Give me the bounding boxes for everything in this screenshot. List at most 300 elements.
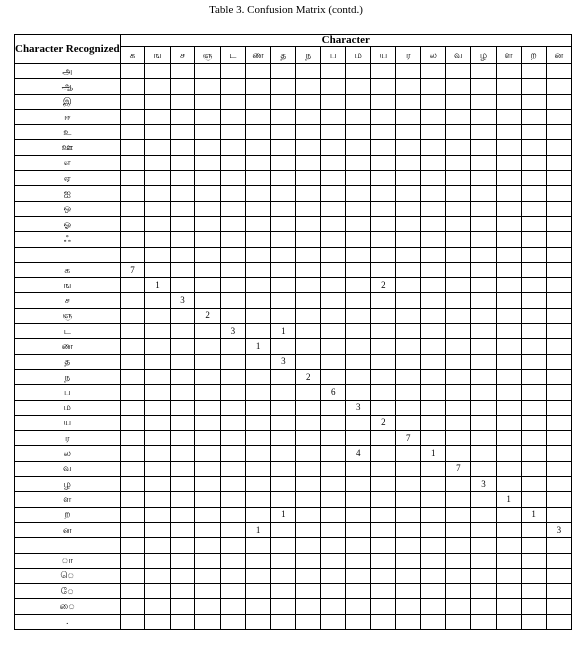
matrix-cell: [145, 461, 170, 476]
matrix-cell: [321, 232, 346, 247]
matrix-cell: [396, 201, 421, 216]
table-row: [15, 155, 572, 170]
row-label: ன: [15, 522, 121, 537]
table-row: [15, 553, 572, 568]
matrix-cell: [145, 94, 170, 109]
matrix-cell: [145, 400, 170, 415]
row-label: ர: [15, 431, 121, 446]
matrix-cell: [321, 354, 346, 369]
matrix-cell: [421, 431, 446, 446]
matrix-cell: [145, 538, 170, 553]
matrix-cell: [346, 522, 371, 537]
matrix-cell: [195, 79, 220, 94]
matrix-cell: [120, 125, 145, 140]
column-label: ர: [396, 47, 421, 64]
matrix-cell: [145, 186, 170, 201]
matrix-cell: 2: [371, 415, 396, 430]
matrix-cell: [346, 247, 371, 262]
matrix-cell: [220, 109, 245, 124]
table-row: [15, 324, 572, 339]
matrix-cell: [271, 492, 296, 507]
matrix-cell: [496, 431, 521, 446]
row-label: ஊ: [15, 140, 121, 155]
column-label: ந: [296, 47, 321, 64]
matrix-cell: [296, 109, 321, 124]
matrix-cell: [371, 94, 396, 109]
matrix-cell: [296, 125, 321, 140]
matrix-cell: [521, 171, 546, 186]
row-label: ஞ: [15, 308, 121, 323]
column-label: ட: [220, 47, 245, 64]
matrix-cell: [220, 477, 245, 492]
matrix-cell: [321, 431, 346, 446]
matrix-cell: [296, 262, 321, 277]
matrix-cell: [471, 538, 496, 553]
matrix-cell: [321, 186, 346, 201]
matrix-cell: [145, 492, 170, 507]
matrix-cell: [120, 308, 145, 323]
matrix-cell: [170, 201, 195, 216]
matrix-cell: [245, 415, 271, 430]
matrix-cell: [220, 446, 245, 461]
row-label: ஆ: [15, 79, 121, 94]
matrix-cell: [471, 354, 496, 369]
matrix-cell: [296, 431, 321, 446]
matrix-cell: [521, 568, 546, 583]
matrix-cell: [120, 216, 145, 231]
matrix-cell: [496, 507, 521, 522]
matrix-cell: [421, 522, 446, 537]
row-label: அ: [15, 64, 121, 79]
matrix-cell: [471, 400, 496, 415]
matrix-cell: [296, 247, 321, 262]
matrix-cell: [346, 201, 371, 216]
matrix-cell: [170, 339, 195, 354]
matrix-cell: [496, 171, 521, 186]
matrix-cell: [321, 599, 346, 614]
matrix-cell: [471, 599, 496, 614]
matrix-cell: [220, 94, 245, 109]
matrix-cell: [546, 568, 571, 583]
matrix-cell: [321, 278, 346, 293]
matrix-cell: [195, 155, 220, 170]
matrix-cell: [145, 64, 170, 79]
matrix-cell: [245, 385, 271, 400]
table-row: [15, 431, 572, 446]
matrix-cell: [195, 568, 220, 583]
matrix-cell: [371, 201, 396, 216]
matrix-cell: [471, 568, 496, 583]
matrix-cell: [271, 385, 296, 400]
matrix-cell: [245, 232, 271, 247]
matrix-cell: [421, 125, 446, 140]
table-row: [15, 171, 572, 186]
matrix-cell: [296, 339, 321, 354]
matrix-cell: [296, 186, 321, 201]
matrix-cell: [195, 385, 220, 400]
table-row: [15, 339, 572, 354]
matrix-cell: [371, 400, 396, 415]
matrix-cell: [170, 308, 195, 323]
matrix-cell: [446, 216, 471, 231]
matrix-cell: [220, 339, 245, 354]
matrix-cell: [521, 232, 546, 247]
matrix-cell: [371, 446, 396, 461]
matrix-cell: [346, 186, 371, 201]
matrix-cell: [321, 522, 346, 537]
matrix-cell: [245, 568, 271, 583]
matrix-cell: [321, 247, 346, 262]
matrix-cell: [396, 155, 421, 170]
matrix-cell: [471, 79, 496, 94]
matrix-cell: [421, 247, 446, 262]
matrix-cell: [396, 64, 421, 79]
matrix-cell: [296, 599, 321, 614]
column-label: ன: [546, 47, 571, 64]
matrix-cell: [396, 400, 421, 415]
matrix-cell: [421, 477, 446, 492]
matrix-cell: 7: [120, 262, 145, 277]
matrix-cell: [296, 308, 321, 323]
matrix-cell: [271, 278, 296, 293]
matrix-cell: [396, 140, 421, 155]
matrix-cell: [546, 553, 571, 568]
matrix-cell: [195, 232, 220, 247]
matrix-cell: [371, 262, 396, 277]
table-row: [15, 522, 572, 537]
matrix-cell: [120, 140, 145, 155]
matrix-cell: [496, 568, 521, 583]
row-label: ஏ: [15, 171, 121, 186]
matrix-cell: [220, 79, 245, 94]
matrix-cell: [220, 568, 245, 583]
matrix-cell: [346, 461, 371, 476]
matrix-cell: [446, 308, 471, 323]
matrix-cell: [496, 446, 521, 461]
matrix-cell: [546, 492, 571, 507]
matrix-cell: [371, 614, 396, 629]
matrix-cell: [446, 79, 471, 94]
matrix-cell: [371, 247, 396, 262]
matrix-cell: [145, 140, 170, 155]
matrix-cell: [170, 94, 195, 109]
matrix-cell: [245, 186, 271, 201]
matrix-cell: [271, 262, 296, 277]
matrix-cell: [321, 64, 346, 79]
matrix-cell: [245, 369, 271, 384]
matrix-cell: [446, 614, 471, 629]
confusion-matrix-table: [14, 34, 572, 630]
table-row: [15, 584, 572, 599]
matrix-cell: [120, 385, 145, 400]
column-label: ய: [371, 47, 396, 64]
matrix-cell: [446, 171, 471, 186]
matrix-cell: [496, 201, 521, 216]
matrix-cell: [145, 171, 170, 186]
matrix-cell: [446, 599, 471, 614]
matrix-cell: [346, 538, 371, 553]
matrix-cell: [145, 232, 170, 247]
matrix-cell: [245, 247, 271, 262]
matrix-cell: [120, 247, 145, 262]
matrix-cell: [296, 354, 321, 369]
matrix-cell: [446, 155, 471, 170]
matrix-cell: [446, 232, 471, 247]
matrix-cell: [271, 400, 296, 415]
matrix-cell: [195, 247, 220, 262]
matrix-cell: [296, 64, 321, 79]
matrix-cell: [521, 584, 546, 599]
matrix-cell: [546, 140, 571, 155]
matrix-cell: [245, 155, 271, 170]
matrix-cell: [145, 201, 170, 216]
row-label: ண: [15, 339, 121, 354]
matrix-cell: [521, 614, 546, 629]
matrix-cell: [396, 79, 421, 94]
matrix-cell: [496, 415, 521, 430]
matrix-cell: [120, 324, 145, 339]
matrix-cell: [195, 94, 220, 109]
matrix-cell: [371, 568, 396, 583]
matrix-cell: [371, 171, 396, 186]
row-label: ே: [15, 584, 121, 599]
matrix-cell: [170, 247, 195, 262]
matrix-cell: [120, 186, 145, 201]
matrix-cell: [496, 477, 521, 492]
matrix-cell: [170, 461, 195, 476]
matrix-cell: [321, 339, 346, 354]
matrix-cell: [220, 431, 245, 446]
matrix-cell: [220, 614, 245, 629]
matrix-cell: [521, 308, 546, 323]
matrix-cell: [546, 125, 571, 140]
matrix-cell: [471, 64, 496, 79]
matrix-cell: [170, 400, 195, 415]
matrix-cell: [195, 216, 220, 231]
matrix-cell: 1: [245, 339, 271, 354]
matrix-cell: [296, 155, 321, 170]
row-label: ற: [15, 507, 121, 522]
matrix-cell: [321, 293, 346, 308]
table-row: [15, 614, 572, 629]
matrix-cell: [521, 461, 546, 476]
matrix-cell: [546, 94, 571, 109]
matrix-cell: [220, 140, 245, 155]
matrix-cell: [245, 94, 271, 109]
matrix-cell: [371, 431, 396, 446]
column-label: ள: [496, 47, 521, 64]
matrix-cell: [546, 538, 571, 553]
matrix-cell: [220, 232, 245, 247]
matrix-cell: [371, 155, 396, 170]
matrix-cell: [245, 599, 271, 614]
matrix-cell: 3: [220, 324, 245, 339]
matrix-cell: [245, 477, 271, 492]
matrix-cell: [421, 461, 446, 476]
matrix-cell: [471, 216, 496, 231]
matrix-cell: [195, 415, 220, 430]
matrix-cell: [521, 94, 546, 109]
matrix-cell: [245, 262, 271, 277]
matrix-cell: [421, 614, 446, 629]
matrix-cell: [195, 186, 220, 201]
matrix-cell: [271, 64, 296, 79]
matrix-cell: [346, 369, 371, 384]
matrix-cell: [296, 507, 321, 522]
matrix-cell: [120, 293, 145, 308]
table-row: [15, 507, 572, 522]
matrix-cell: [521, 385, 546, 400]
matrix-cell: [446, 446, 471, 461]
matrix-cell: [245, 278, 271, 293]
matrix-cell: [296, 477, 321, 492]
matrix-cell: [496, 339, 521, 354]
row-label: ை: [15, 599, 121, 614]
matrix-cell: [120, 339, 145, 354]
matrix-cell: [546, 461, 571, 476]
matrix-cell: [145, 614, 170, 629]
row-label: ா: [15, 553, 121, 568]
matrix-cell: [220, 308, 245, 323]
matrix-cell: [421, 262, 446, 277]
matrix-cell: [371, 64, 396, 79]
matrix-cell: [396, 492, 421, 507]
table-row: [15, 599, 572, 614]
matrix-cell: [446, 140, 471, 155]
matrix-cell: [446, 553, 471, 568]
table-row: [15, 568, 572, 583]
matrix-cell: [321, 461, 346, 476]
matrix-cell: [546, 186, 571, 201]
matrix-cell: [546, 262, 571, 277]
matrix-cell: [321, 308, 346, 323]
matrix-cell: [321, 446, 346, 461]
matrix-cell: [471, 415, 496, 430]
matrix-cell: [321, 553, 346, 568]
row-label: த: [15, 354, 121, 369]
matrix-cell: [521, 599, 546, 614]
matrix-cell: [195, 599, 220, 614]
matrix-cell: [421, 553, 446, 568]
matrix-cell: [296, 201, 321, 216]
table-row: [15, 385, 572, 400]
matrix-cell: [296, 293, 321, 308]
matrix-cell: [396, 507, 421, 522]
matrix-cell: [521, 201, 546, 216]
table-row: [15, 293, 572, 308]
matrix-cell: [471, 339, 496, 354]
matrix-cell: [421, 415, 446, 430]
table-row: [15, 201, 572, 216]
matrix-cell: [446, 538, 471, 553]
row-label: ஒ: [15, 201, 121, 216]
matrix-cell: [496, 125, 521, 140]
matrix-cell: [546, 232, 571, 247]
matrix-cell: [145, 308, 170, 323]
matrix-cell: [220, 400, 245, 415]
matrix-cell: [321, 507, 346, 522]
matrix-cell: [396, 262, 421, 277]
matrix-cell: [195, 293, 220, 308]
matrix-cell: [471, 94, 496, 109]
matrix-cell: [296, 140, 321, 155]
matrix-cell: [220, 155, 245, 170]
matrix-cell: [521, 140, 546, 155]
matrix-cell: [496, 232, 521, 247]
matrix-cell: [220, 293, 245, 308]
matrix-cell: [371, 308, 396, 323]
row-header: Character Recognized: [15, 35, 121, 64]
matrix-cell: [446, 339, 471, 354]
row-label: ங: [15, 278, 121, 293]
matrix-cell: 2: [296, 369, 321, 384]
matrix-cell: [245, 446, 271, 461]
matrix-cell: [195, 262, 220, 277]
matrix-cell: [496, 94, 521, 109]
row-label: ப: [15, 385, 121, 400]
matrix-cell: [546, 431, 571, 446]
matrix-cell: [496, 278, 521, 293]
matrix-cell: [145, 369, 170, 384]
matrix-cell: [371, 538, 396, 553]
column-label: ஞ: [195, 47, 220, 64]
matrix-cell: [396, 171, 421, 186]
matrix-cell: [496, 262, 521, 277]
matrix-cell: 3: [471, 477, 496, 492]
matrix-cell: [271, 109, 296, 124]
row-label: ம: [15, 400, 121, 415]
matrix-cell: [346, 354, 371, 369]
matrix-cell: [296, 415, 321, 430]
table-row: [15, 354, 572, 369]
matrix-cell: [546, 507, 571, 522]
table-row: [15, 247, 572, 262]
matrix-cell: [396, 324, 421, 339]
matrix-cell: [546, 109, 571, 124]
matrix-cell: [321, 109, 346, 124]
matrix-cell: 1: [271, 324, 296, 339]
row-label: ஈ: [15, 109, 121, 124]
matrix-cell: [496, 64, 521, 79]
matrix-cell: [195, 507, 220, 522]
matrix-cell: [145, 216, 170, 231]
matrix-cell: [296, 232, 321, 247]
matrix-cell: [396, 461, 421, 476]
matrix-cell: [271, 614, 296, 629]
matrix-cell: [521, 431, 546, 446]
matrix-cell: [321, 584, 346, 599]
matrix-cell: [396, 125, 421, 140]
matrix-cell: [521, 354, 546, 369]
matrix-cell: [446, 492, 471, 507]
matrix-cell: [446, 385, 471, 400]
matrix-cell: [396, 247, 421, 262]
matrix-cell: [446, 94, 471, 109]
matrix-cell: [296, 614, 321, 629]
matrix-cell: [546, 155, 571, 170]
matrix-cell: [245, 400, 271, 415]
matrix-cell: [296, 400, 321, 415]
matrix-cell: [496, 385, 521, 400]
matrix-cell: [346, 385, 371, 400]
matrix-cell: [321, 614, 346, 629]
matrix-cell: [170, 568, 195, 583]
matrix-cell: [521, 262, 546, 277]
matrix-cell: [321, 262, 346, 277]
matrix-cell: [421, 599, 446, 614]
matrix-cell: [195, 492, 220, 507]
matrix-cell: [245, 308, 271, 323]
